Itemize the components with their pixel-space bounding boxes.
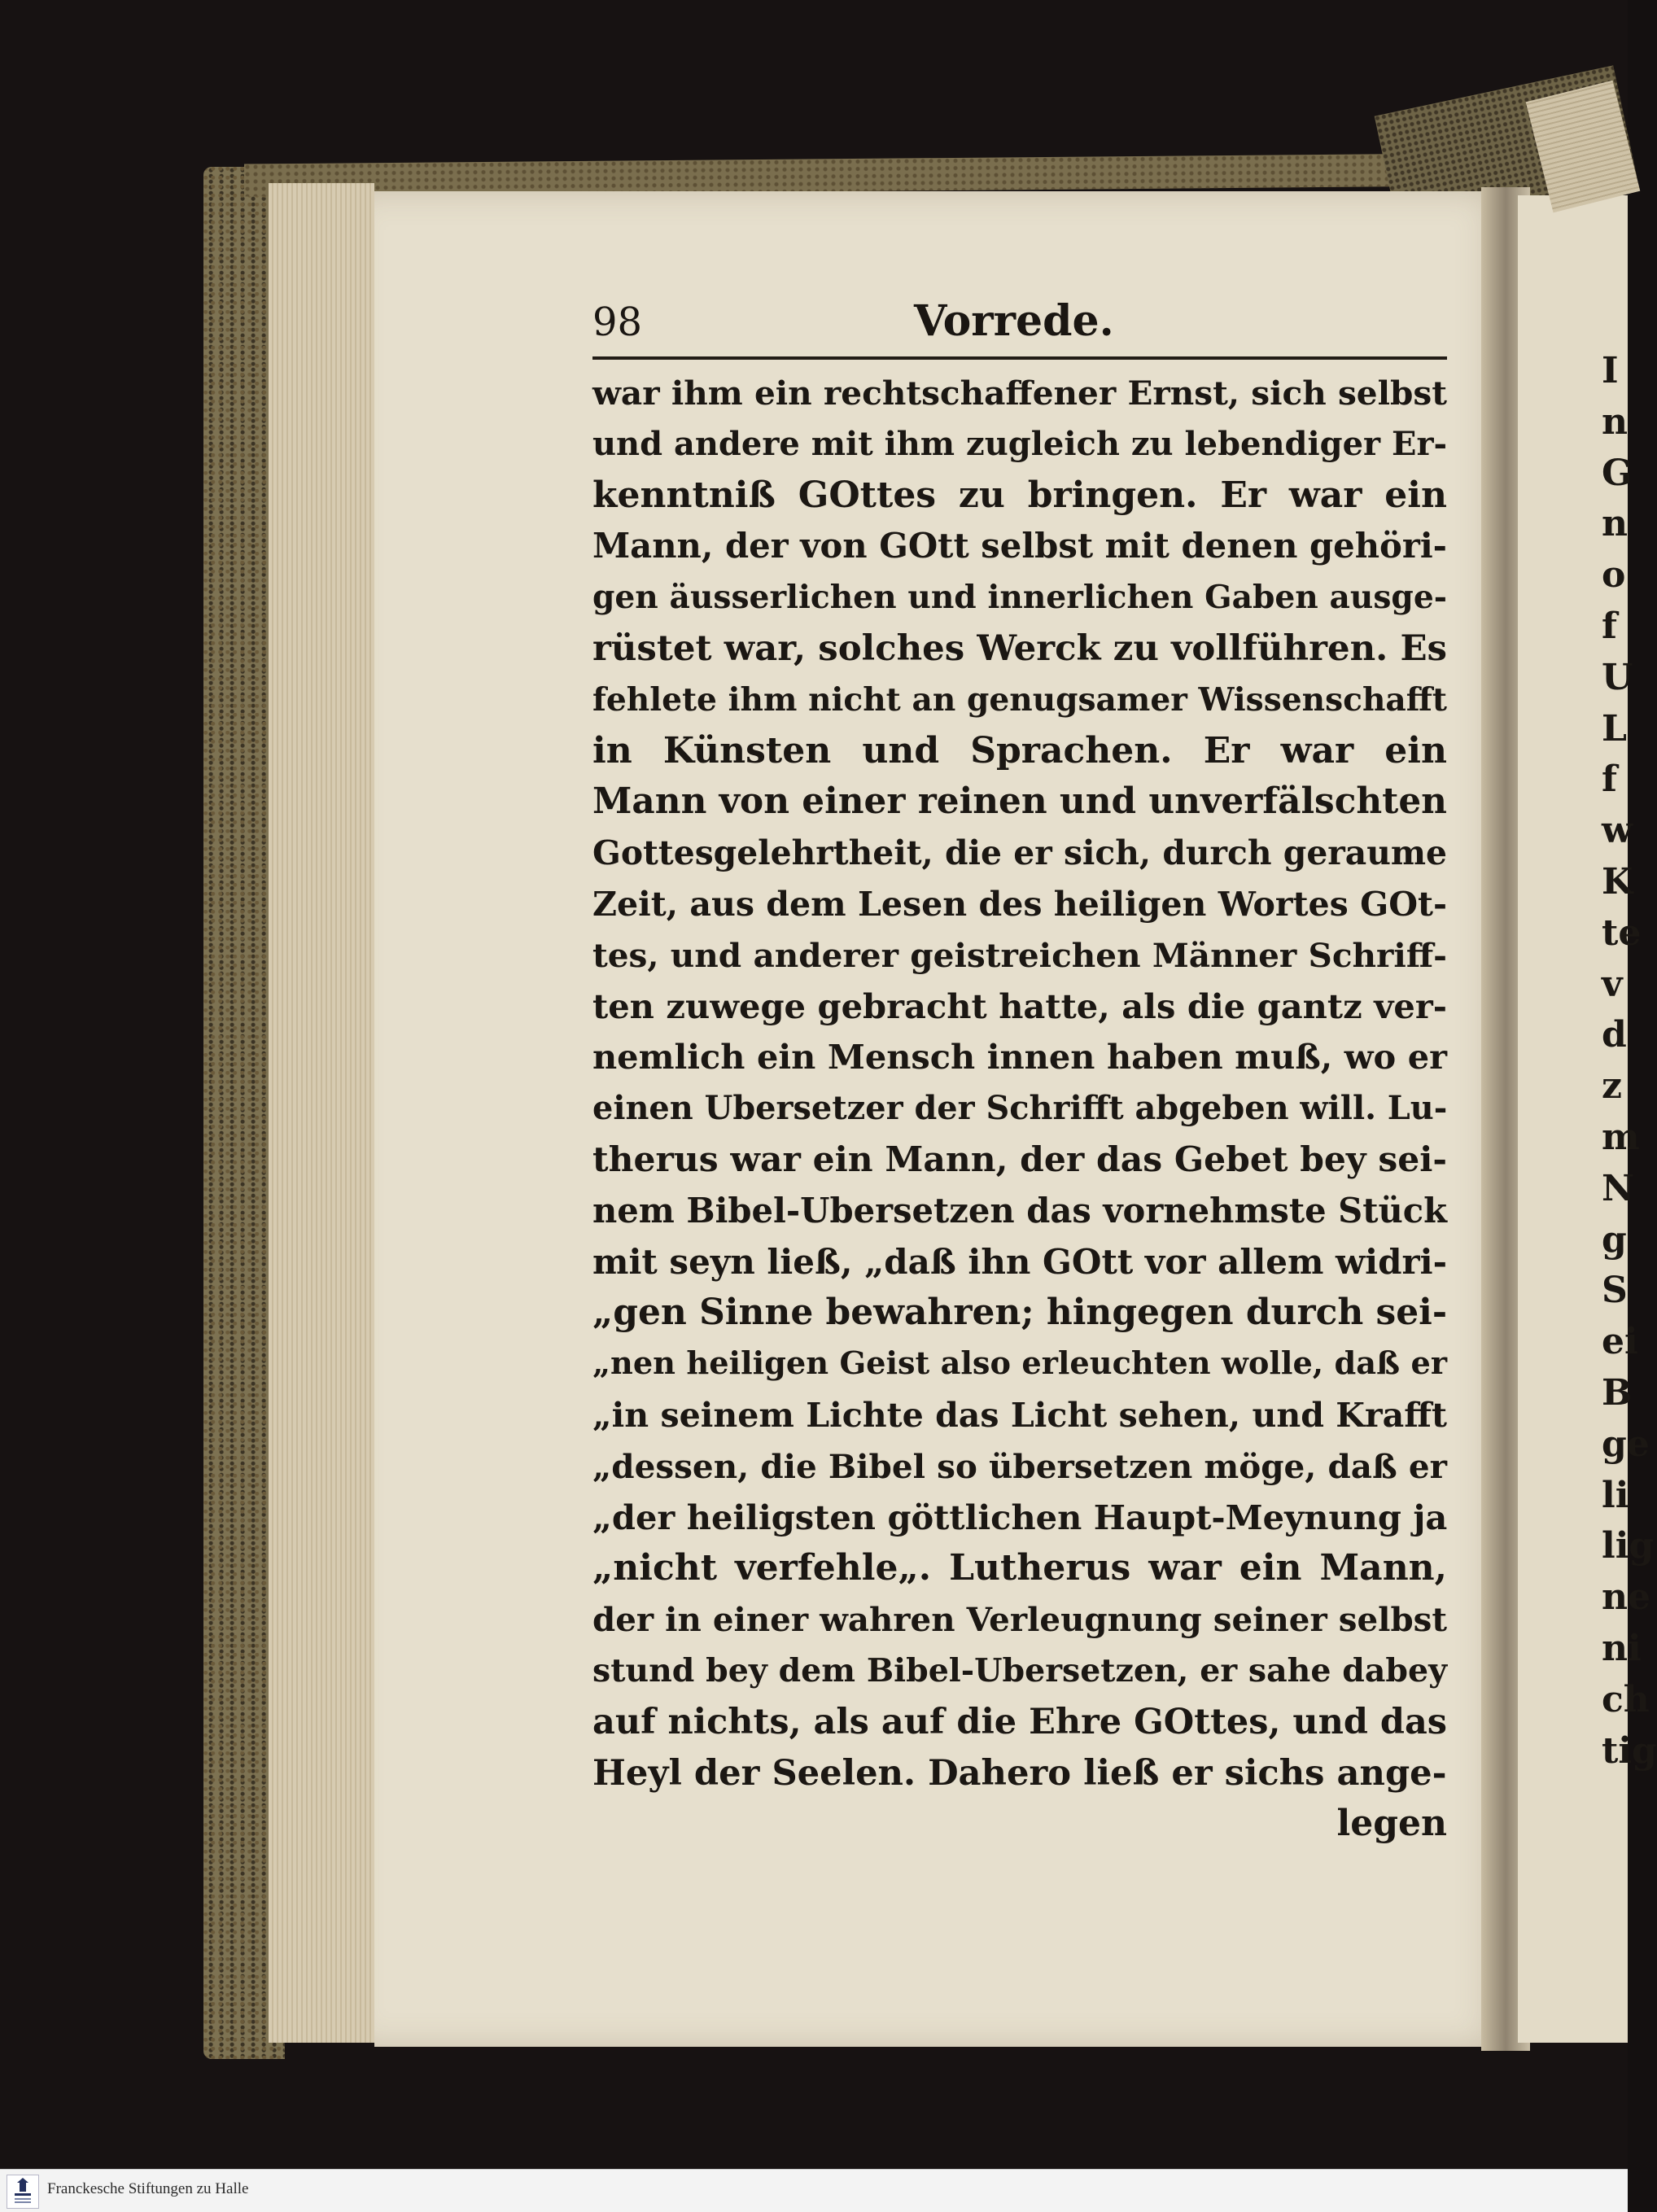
institution-logo-icon bbox=[7, 2175, 39, 2209]
body-text bbox=[592, 368, 1447, 1850]
text-line: ten zuwege gebracht hatte, als die gantz ver- bbox=[592, 986, 1447, 1026]
text-line: Zeit, aus dem Lesen des heiligen Wortes GOt- bbox=[592, 883, 1448, 924]
text-line: „nicht verfehle„. Lutherus war ein Mann, bbox=[592, 1547, 1447, 1589]
facing-page-fragment: G bbox=[1602, 452, 1633, 494]
facing-page-fragment: S bbox=[1602, 1270, 1628, 1312]
facing-page-fragment: ni bbox=[1602, 1627, 1642, 1669]
text-line: tes, und anderer geistreichen Männer Schriff- bbox=[592, 935, 1447, 975]
facing-page-text bbox=[1602, 346, 1657, 1777]
facing-page-fragment: w bbox=[1602, 810, 1633, 852]
text-line: kenntniß GOttes zu bringen. Er war ein bbox=[592, 474, 1447, 516]
text-line: „der heiligsten göttlichen Haupt-Meynung ja bbox=[592, 1497, 1448, 1537]
facing-page-fragment: g bbox=[1602, 1218, 1627, 1261]
text-line: einen Ubersetzer der Schrifft abgeben will. Lu- bbox=[592, 1090, 1448, 1128]
facing-page-fragment: li bbox=[1602, 1474, 1629, 1516]
facing-page-fragment: z bbox=[1602, 1065, 1622, 1108]
text-line: und andere mit ihm zugleich zu lebendiger Er- bbox=[592, 424, 1448, 463]
text-line: Gottesgelehrtheit, die er sich, durch geraume bbox=[592, 833, 1447, 873]
text-line: auf nichts, als auf die Ehre GOttes, und das bbox=[592, 1701, 1447, 1742]
text-line: „gen Sinne bewahren; hingegen durch sei- bbox=[592, 1292, 1448, 1334]
facing-page-fragment: n bbox=[1602, 400, 1628, 443]
header-rule bbox=[592, 356, 1447, 360]
facing-page-fragment: o bbox=[1602, 554, 1626, 597]
text-line: gen äusserlichen und innerlichen Gaben ausge- bbox=[592, 579, 1447, 617]
facing-page-fragment: ch bbox=[1602, 1678, 1650, 1720]
text-line: Mann, der von GOtt selbst mit denen gehöri- bbox=[592, 526, 1447, 566]
facing-page-fragment: lig bbox=[1602, 1525, 1655, 1567]
text-line: der in einer wahren Verleugnung seiner selbst bbox=[592, 1600, 1447, 1640]
text-line: rüstet war, solches Werck zu vollführen. Es bbox=[592, 627, 1447, 669]
page-number: 98 bbox=[592, 299, 643, 345]
running-title: Vorrede. bbox=[914, 296, 1114, 346]
facing-page-fragment: L bbox=[1602, 707, 1627, 750]
text-line: war ihm ein rechtschaffener Ernst, sich selbst bbox=[592, 374, 1447, 413]
text-line: stund bey dem Bibel-Ubersetzen, er sahe dabey bbox=[592, 1651, 1447, 1690]
footer-bar bbox=[0, 2169, 1628, 2212]
text-line: „dessen, die Bibel so übersetzen möge, daß er bbox=[592, 1446, 1447, 1486]
text-line: nemlich ein Mensch innen haben muß, wo er bbox=[592, 1037, 1447, 1078]
running-head bbox=[592, 296, 1447, 348]
facing-page-fragment: I bbox=[1602, 350, 1619, 391]
page-edges bbox=[269, 183, 374, 2043]
facing-page-fragment: m bbox=[1602, 1116, 1640, 1158]
facing-page-fragment: f bbox=[1602, 605, 1617, 647]
text-line: Heyl der Seelen. Dahero ließ er sichs ange- bbox=[592, 1751, 1447, 1794]
facing-page-fragment: ei bbox=[1602, 1321, 1638, 1363]
text-line: mit seyn ließ, „daß ihn GOtt vor allem widri- bbox=[592, 1241, 1447, 1282]
facing-page-fragment: ge bbox=[1602, 1423, 1650, 1465]
facing-page-fragment: d bbox=[1602, 1014, 1627, 1056]
text-line: therus war ein Mann, der das Gebet bey sei- bbox=[592, 1139, 1448, 1180]
text-line: „in seinem Lichte das Licht sehen, und Krafft bbox=[592, 1394, 1447, 1435]
text-line: nem Bibel-Ubersetzen das vornehmste Stück bbox=[592, 1190, 1447, 1231]
text-line: „nen heiligen Geist also erleuchten wolle, daß er bbox=[592, 1345, 1447, 1383]
facing-page-fragment: f bbox=[1602, 758, 1617, 801]
facing-page-fragment: N bbox=[1602, 1167, 1635, 1209]
facing-page-fragment: B bbox=[1602, 1371, 1633, 1414]
text-line: fehlete ihm nicht an genugsamer Wissenschafft bbox=[592, 680, 1447, 719]
institution-name: Franckesche Stiftungen zu Halle bbox=[47, 2180, 249, 2197]
facing-page-fragment: ne bbox=[1602, 1576, 1650, 1619]
facing-page-fragment: v bbox=[1602, 963, 1623, 1005]
catchword: legen bbox=[1336, 1803, 1447, 1845]
facing-page-fragment: K bbox=[1602, 860, 1633, 903]
text-line: in Künsten und Sprachen. Er war ein bbox=[592, 729, 1447, 772]
facing-page-fragment: te bbox=[1602, 911, 1642, 954]
book-cover-board-top bbox=[244, 153, 1465, 196]
facing-page-fragment: n bbox=[1602, 503, 1628, 545]
text-line: Mann von einer reinen und unverfälschten bbox=[592, 780, 1447, 823]
facing-page-fragment: tig bbox=[1602, 1729, 1657, 1772]
facing-page-fragment: U bbox=[1602, 656, 1633, 698]
